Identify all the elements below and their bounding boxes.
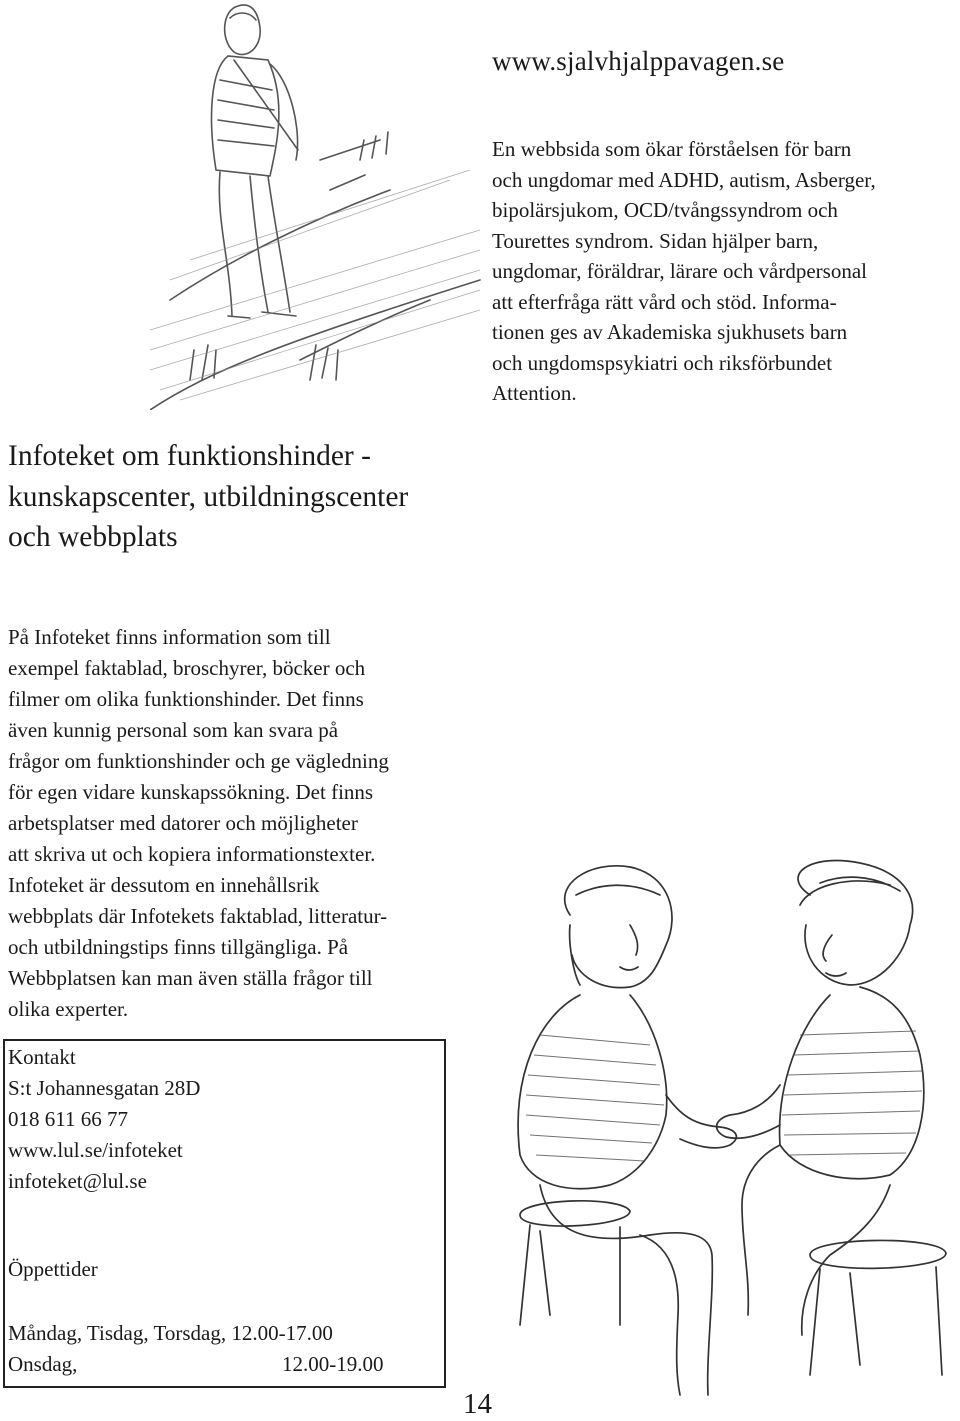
body-line: även kunnig personal som kan svara på [8,718,339,742]
two-people-talking-illustration [480,855,958,1410]
body-line: olika experter. [8,997,129,1021]
body-line: webbplats där Infotekets faktablad, litteratur- [8,904,388,928]
contact-title: Kontakt [8,1045,76,1069]
body-line: att skriva ut och kopiera informationstexter. [8,842,376,866]
intro-line: ungdomar, föräldrar, lärare och vårdpersonal [492,259,867,283]
heading-line: och webbplats [8,521,178,553]
hours-row [8,1318,333,1349]
body-line: exempel faktablad, broschyrer, böcker och [8,656,366,680]
intro-line: att efterfråga rätt vård och stöd. Informa- [492,289,837,314]
hours-days: Måndag, Tisdag, Torsdag, 12.00-17.00 [8,1321,333,1345]
body-text [8,622,389,1025]
hours-days: Onsdag, [8,1352,78,1376]
website-url-heading[interactable]: www.sjalvhjalppavagen.se [492,46,785,76]
contact-info [8,1042,200,1197]
hours-time: 12.00-19.00 [282,1352,384,1376]
opening-hours-title: Öppettider [8,1257,98,1281]
section-heading [8,436,408,558]
walking-person-illustration [150,0,490,410]
body-line: och utbildningstips finns tillgängliga. På [8,935,349,959]
heading-line: Infoteket om funktionshinder - [8,440,371,472]
intro-line: och ungdomar med ADHD, autism, Asberger, [492,167,876,192]
contact-web-link[interactable]: www.lul.se/infoteket [8,1138,183,1162]
intro-line: och ungdomspsykiatri och riksförbundet [492,350,833,375]
hours-row [8,1349,384,1380]
body-line: filmer om olika funktionshinder. Det finns [8,687,364,711]
contact-phone: 018 611 66 77 [8,1107,128,1131]
heading-line: kunskapscenter, utbildningscenter [8,480,409,513]
body-line: för egen vidare kunskapssökning. Det finns [8,780,374,804]
body-line: På Infoteket finns information som till [8,625,331,649]
intro-line: tionen ges av Akademiska sjukhusets barn [492,320,848,344]
intro-line: En webbsida som ökar förståelsen för barn [492,137,852,161]
body-line: frågor om funktionshinder och ge vägledning [8,749,389,773]
body-line: Infoteket är dessutom en innehållsrik [8,873,320,897]
page-number: 14 [463,1388,492,1420]
opening-hours [8,1318,384,1380]
intro-line: bipolärsjukom, OCD/tvångssyndrom och [492,198,838,222]
contact-email-link[interactable]: infoteket@lul.se [8,1169,147,1193]
contact-address: S:t Johannesgatan 28D [8,1076,201,1100]
website-description [492,134,960,409]
body-line: Webbplatsen kan man även ställa frågor till [8,966,373,990]
intro-line: Tourettes syndrom. Sidan hjälper barn, [492,228,819,253]
intro-line: Attention. [492,381,577,405]
body-line: arbetsplatser med datorer och möjligheter [8,811,358,835]
